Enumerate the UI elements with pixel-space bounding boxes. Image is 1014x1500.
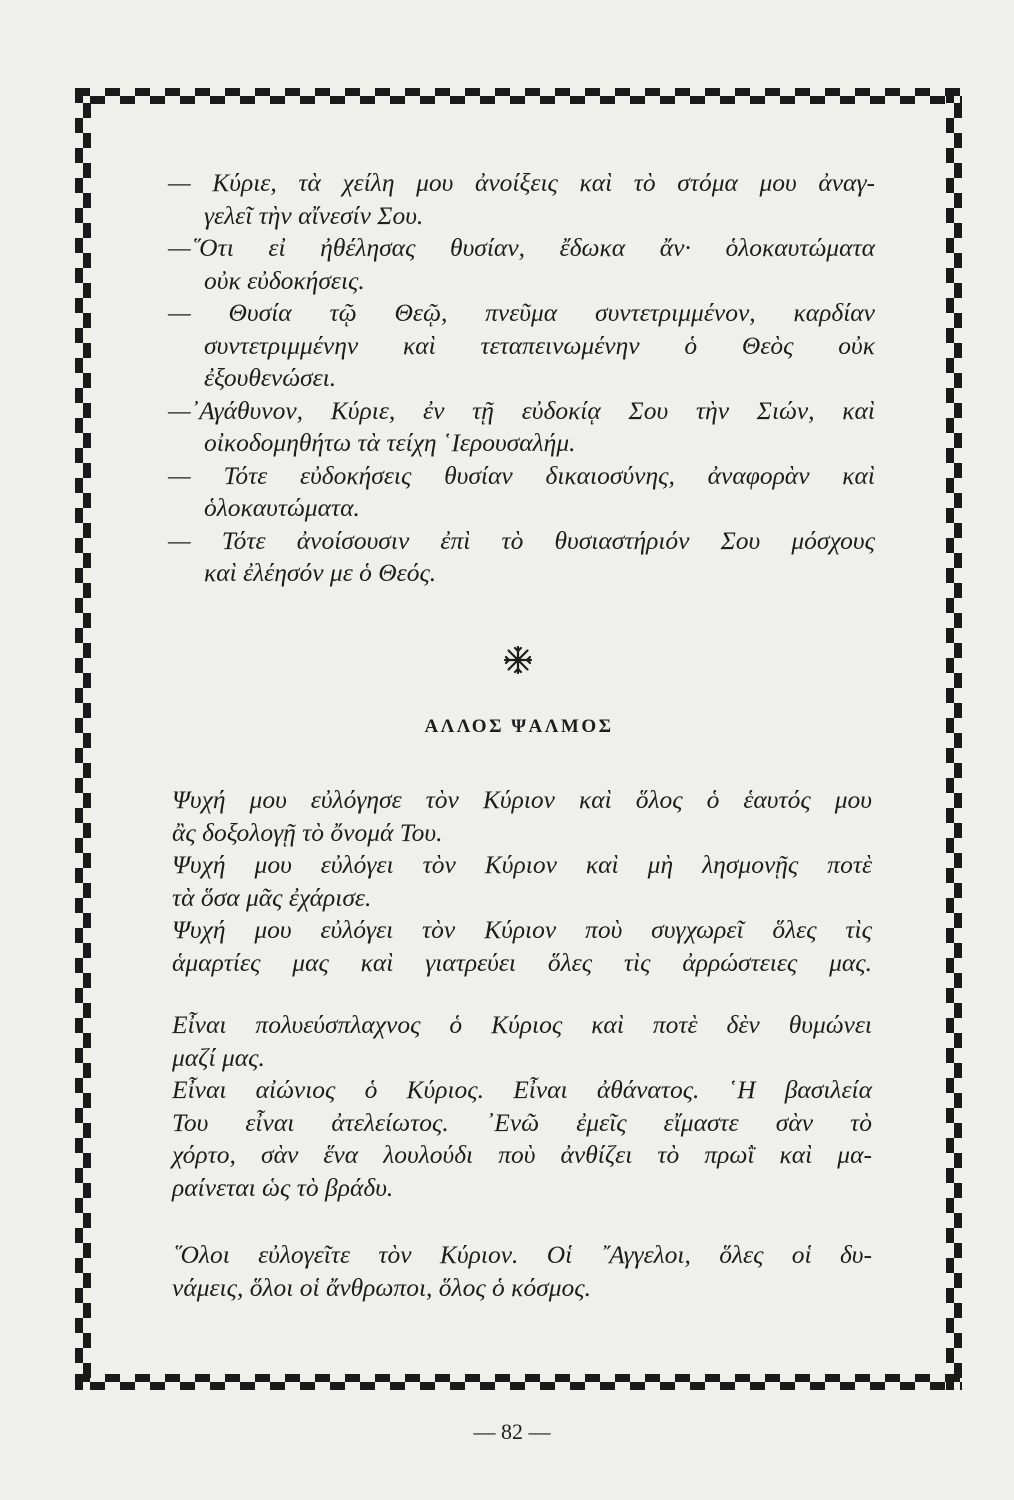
prayer-verses — [168, 167, 875, 590]
verse-line: —῞Οτι εἰ ἠθέλησας θυσίαν, ἔδωκα ἄν· ὁλοκαυτώματα — [168, 233, 875, 262]
psalm-line: τὰ ὅσα μᾶς ἐχάρισε. — [172, 882, 372, 912]
psalm-line: ῞Ολοι εὐλογεῖτε τὸν Κύριον. Οἱ ῎Αγγελοι, ὅλες οἱ δυ- — [172, 1240, 872, 1269]
psalm-paragraph — [172, 784, 872, 979]
verse-line: ἐξουθενώσει. — [204, 363, 337, 392]
psalm-paragraph — [172, 1239, 872, 1304]
psalm-paragraph — [172, 1009, 872, 1204]
border-bottom — [75, 1374, 962, 1390]
psalm-line: Εἶναι πολυεύσπλαχνος ὁ Κύριος καὶ ποτὲ δὲν θυμώνει — [172, 1010, 872, 1039]
border-top — [75, 88, 962, 104]
verse-line: καὶ ἐλέησόν με ὁ Θεός. — [204, 558, 437, 587]
verse-line: οὐκ εὐδοκήσεις. — [204, 265, 365, 295]
psalm-line: μαζί μας. — [172, 1042, 265, 1072]
section-heading: ΑΛΛΟΣ ΨΑΛΜΟΣ — [424, 716, 614, 737]
verse-line: — Τότε εὐδοκήσεις θυσίαν δικαιοσύνης, ἀναφορὰν καὶ — [168, 460, 875, 490]
psalm-line: ἁμαρτίες μας καὶ γιατρεύει ὅλες τὶς ἀρρώστειες μας. — [172, 947, 872, 977]
verse-line: — Κύριε, τὰ χείλη μου ἀνοίξεις καὶ τὸ στόμα μου ἀναγ- — [168, 168, 875, 197]
verse-line: — Θυσία τῷ Θεῷ, πνεῦμα συντετριμμένον, καρδίαν — [168, 298, 875, 327]
verse-line: γελεῖ τὴν αἴνεσίν Σου. — [204, 200, 424, 230]
psalm-line: Ψυχή μου εὐλόγει τὸν Κύριον ποὺ συγχωρεῖ ὅλες τὶς — [172, 915, 872, 944]
verse-line: οἰκοδομηθήτω τὰ τείχη ῾Ιερουσαλήμ. — [204, 428, 576, 457]
verse-line: συντετριμμένην καὶ τεταπεινωμένην ὁ Θεὸς οὐκ — [204, 330, 875, 360]
psalm-line: ἂς δοξολογῇ τὸ ὄνομά Του. — [172, 817, 443, 847]
star-ornament-icon — [503, 645, 533, 675]
page-number: — 82 — — [473, 1419, 551, 1444]
star-ornament-graphic — [503, 645, 533, 675]
psalm-line: νάμεις, ὅλοι οἱ ἄνθρωποι, ὅλος ὁ κόσμος. — [172, 1272, 592, 1302]
psalm-line: ραίνεται ὡς τὸ βράδυ. — [172, 1172, 394, 1202]
psalm-line: Ψυχή μου εὐλόγει τὸν Κύριον καὶ μὴ λησμονῇς ποτὲ — [172, 850, 872, 879]
psalm-line: Ψυχή μου εὐλόγησε τὸν Κύριον καὶ ὅλος ὁ ἑαυτός μου — [172, 785, 872, 814]
verse-line: — Τότε ἀνοίσουσιν ἐπὶ τὸ θυσιαστήριόν Σου μόσχους — [168, 525, 875, 555]
verse-line: —᾿Αγάθυνον, Κύριε, ἐν τῇ εὐδοκίᾳ Σου τὴν Σιών, καὶ — [168, 395, 875, 425]
psalm-line: χόρτο, σὰν ἕνα λουλούδι ποὺ ἀνθίζει τὸ πρωῒ καὶ μα- — [172, 1140, 872, 1169]
psalm-line: Εἶναι αἰώνιος ὁ Κύριος. Εἶναι ἀθάνατος. ῾Η βασιλεία — [172, 1075, 872, 1104]
psalm-line: Του εἶναι ἀτελείωτος. ᾿Ενῶ ἐμεῖς εἴμαστε σὰν τὸ — [172, 1107, 872, 1137]
verse-line: ὁλοκαυτώματα. — [204, 493, 360, 522]
